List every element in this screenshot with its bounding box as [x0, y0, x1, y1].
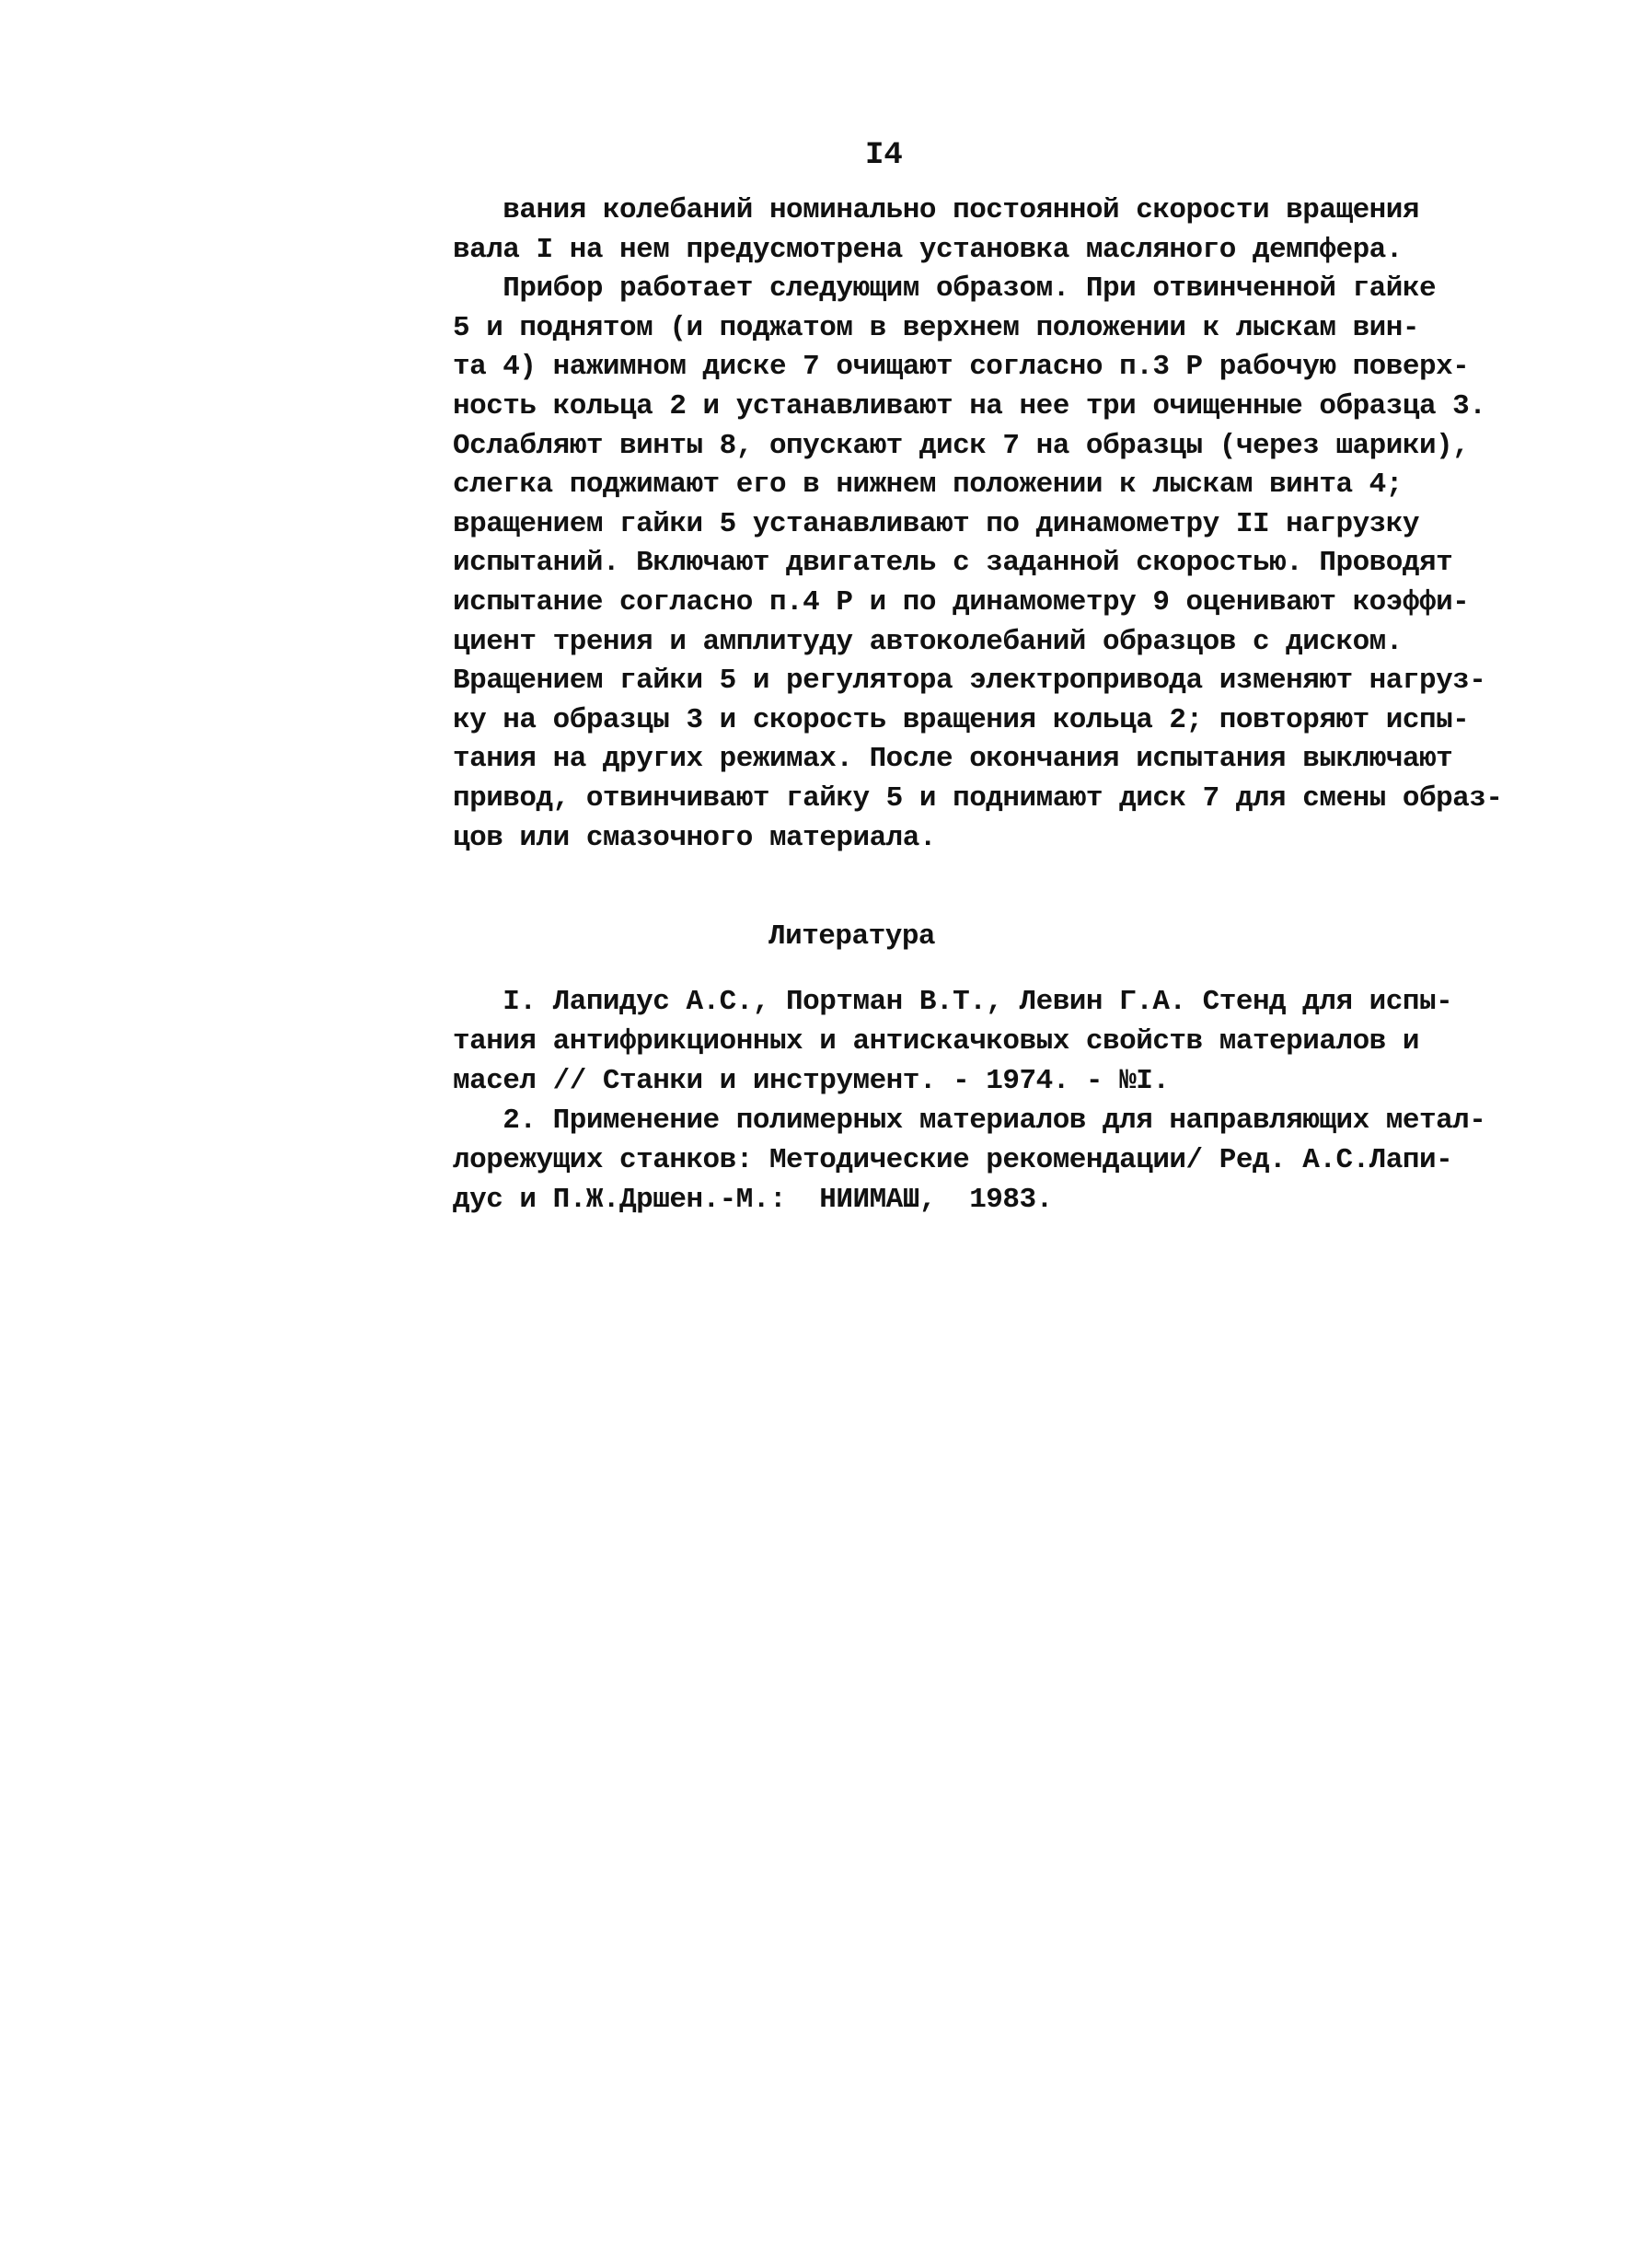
body-line: вания колебаний номинально постоянной скорости вращения: [453, 194, 1419, 226]
body-line: слегка поджимают его в нижнем положении к лыскам винта 4;: [453, 468, 1403, 502]
reference-line: масел // Станки и инструмент. - 1974. - №I.: [453, 1065, 1170, 1097]
body-line: циент трения и амплитуду автоколебаний образцов с диском.: [453, 625, 1403, 658]
body-line: привод, отвинчивают гайку 5 и поднимают диск 7 для смены образ-: [453, 781, 1503, 815]
reference-line: тания антифрикционных и антискачковых свойств материалов и: [453, 1025, 1419, 1058]
body-line: ку на образцы 3 и скорость вращения кольца 2; повторяют испы-: [453, 703, 1470, 736]
reference-line: лорежущих станков: Методические рекомендации/ Ред. А.С.Лапи-: [453, 1144, 1453, 1176]
reference-line: дус и П.Ж.Дршен.-М.: НИИМАШ, 1983.: [453, 1184, 1053, 1216]
reference-line: 2. Применение полимерных материалов для направляющих метал-: [453, 1105, 1486, 1137]
body-line: испытание согласно п.4 Р и по динамометру 9 оценивают коэффи-: [453, 585, 1470, 619]
body-line: 5 и поднятом (и поджатом в верхнем положении к лыскам вин-: [453, 311, 1419, 344]
page-number: I4: [865, 138, 903, 173]
literature-heading: Литература: [768, 920, 936, 953]
body-text: [453, 191, 1503, 858]
body-line: та 4) нажимном диске 7 очищают согласно п.3 Р рабочую поверх-: [453, 351, 1470, 384]
body-line: Вращением гайки 5 и регулятора электропривода изменяют нагруз-: [453, 665, 1486, 698]
body-line: вала I на нем предусмотрена установка масляного демпфера.: [453, 233, 1403, 266]
body-line: Ослабляют винты 8, опускают диск 7 на образцы (через шарики),: [453, 429, 1470, 462]
body-line: тания на других режимах. После окончания испытания выключают: [453, 743, 1453, 776]
body-line: Прибор работает следующим образом. При отвинченной гайке: [453, 272, 1437, 306]
body-line: вращением гайки 5 устанавливают по динамометру II нагрузку: [453, 507, 1419, 540]
reference-list: [453, 982, 1484, 1220]
body-line: испытаний. Включают двигатель с заданной скоростью. Проводят: [453, 547, 1453, 580]
body-line: цов или смазочного материала.: [453, 821, 936, 854]
reference-line: I. Лапидус А.С., Портман В.Т., Левин Г.А. Стенд для испы-: [453, 986, 1453, 1018]
body-line: ность кольца 2 и устанавливают на нее три очищенные образца 3.: [453, 389, 1486, 422]
